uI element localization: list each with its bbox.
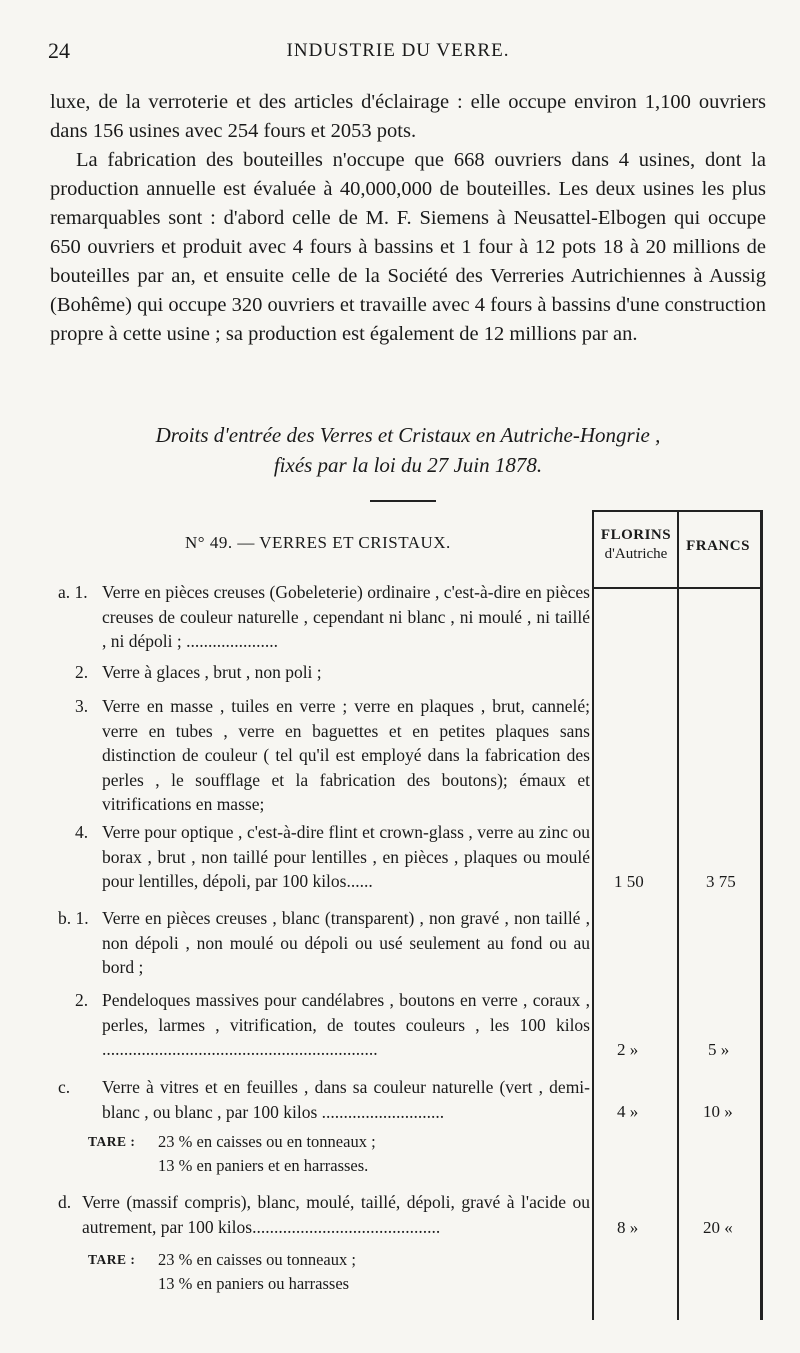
francs-value: 10 » xyxy=(703,1102,733,1121)
entry-label: 4. xyxy=(75,822,89,842)
tare-line: 23 % en caisses ou tonneaux ; xyxy=(158,1250,356,1269)
tare-note xyxy=(88,1248,588,1296)
page-header xyxy=(48,38,748,64)
table-right-rule xyxy=(760,510,763,1320)
entry-label: c. xyxy=(58,1077,71,1097)
tariff-entry xyxy=(58,906,590,980)
entry-label: 3. xyxy=(75,696,89,716)
col-header-francs: FRANCS xyxy=(686,538,750,554)
entry-text: Verre en pièces creuses (Gobeleterie) ordinaire , c'est-à-dire en pièces creuses de couleur naturelle , cependant ni blanc , ni moulé , ni taillé , ni dépoli ; ..................... xyxy=(102,582,590,651)
tariff-entry xyxy=(75,820,590,894)
entry-label: d. xyxy=(58,1192,72,1212)
francs-value: 3 75 xyxy=(706,872,736,891)
florins-value: 4 » xyxy=(617,1102,639,1121)
tare-line: 13 % en paniers ou harrasses xyxy=(158,1274,350,1293)
entry-label: a. 1. xyxy=(58,582,88,602)
running-title: INDUSTRIE DU VERRE. xyxy=(286,40,510,61)
intro-paragraph-1: luxe, de la verroterie et des articles d'éclairage : elle occupe environ 1,100 ouvriers dans 156 usines avec 254 fours et 2053 pots. xyxy=(50,91,766,142)
entry-label: b. 1. xyxy=(58,908,89,928)
tariff-entry xyxy=(58,580,590,654)
entry-text: Verre en masse , tuiles en verre ; verre en plaques , brut, cannelé; verre en tubes , verre en baguettes et en petites plaques sans distinction de couleur ( tel qu'il est employé dans la fabrication des perles , le soufflage et la fabrication des boutons); émaux et vitrifications en masse; xyxy=(102,696,590,814)
tare-line: 23 % en caisses ou en tonneaux ; xyxy=(158,1132,376,1151)
tariff-entry xyxy=(58,1190,590,1239)
table-title-line-1: Droits d'entrée des Verres et Cristaux en Autriche-Hongrie , xyxy=(155,423,661,447)
tare-label: TARE : xyxy=(88,1134,136,1149)
title-rule xyxy=(370,500,436,502)
tare-note xyxy=(88,1130,588,1178)
table-mid-rule xyxy=(677,510,679,1320)
florins-value: 8 » xyxy=(617,1218,639,1237)
intro-paragraph-2: La fabrication des bouteilles n'occupe que 668 ouvriers dans 4 usines, dont la production annuelle est évaluée à 40,000,000 de bouteilles. Les deux usines les plus remarquables sont : d'abord celle de M. F. Siemens à Neusattel-Elbogen qui occupe 650 ouvriers et produit avec 4 fours à bassins et 1 four à 12 pots 18 à 20 millions de bouteilles par an, et ensuite celle de la Société des Verreries Autrichiennes à Aussig (Bohême) qui occupe 320 ouvriers et travaille avec 4 fours à bassins d'une construction propre à cette usine ; sa production est également de 12 millions par an. xyxy=(50,149,766,345)
table-title-line-2: fixés par la loi du 27 Juin 1878. xyxy=(273,453,543,477)
table-left-rule xyxy=(592,510,594,1320)
entry-text: Verre pour optique , c'est-à-dire flint et crown-glass , verre au zinc ou borax , brut , non taillé pour lentilles , en pièces , plaques ou moulé pour lentilles, dépoli, par 100 kilos...... xyxy=(102,822,590,891)
tariff-entry xyxy=(58,1075,590,1124)
entry-text: Verre (massif compris), blanc, moulé, taillé, dépoli, gravé à l'acide ou autrement, par 100 kilos........................................... xyxy=(82,1192,590,1237)
florins-value: 1 50 xyxy=(614,872,644,891)
francs-value: 5 » xyxy=(708,1040,730,1059)
entry-text: Verre à vitres et en feuilles , dans sa couleur naturelle (vert , demi-blanc , ou blanc , par 100 kilos ............................ xyxy=(102,1077,590,1122)
francs-value: 20 « xyxy=(703,1218,733,1237)
intro-text xyxy=(50,88,766,349)
entry-label: 2. xyxy=(75,990,89,1010)
col-header-florins xyxy=(596,526,676,564)
entry-text: Pendeloques massives pour candélabres , boutons en verre , coraux , perles, larmes , vitrification, de toutes couleurs , les 100 kilos ............................................................... xyxy=(102,990,590,1059)
tare-label: TARE : xyxy=(88,1252,136,1267)
florins-value: 2 » xyxy=(617,1040,639,1059)
tare-line: 13 % en paniers et en harrasses. xyxy=(158,1156,369,1175)
entry-text: Verre en pièces creuses , blanc (transparent) , non gravé , non taillé , non dépoli , non moulé ou dépoli ou usé seulement au fond ou au bord ; xyxy=(102,908,590,977)
tariff-entry xyxy=(75,660,590,685)
tariff-entry xyxy=(75,988,590,1062)
col-florins-line1: FLORINS xyxy=(600,527,672,543)
page-number: 24 xyxy=(48,38,70,63)
col-florins-line2: d'Autriche xyxy=(604,546,668,562)
tariff-entry xyxy=(75,694,590,817)
section-heading: N° 49. — VERRES ET CRISTAUX. xyxy=(185,533,451,552)
entry-text: Verre à glaces , brut , non poli ; xyxy=(102,662,322,682)
entry-label: 2. xyxy=(75,662,89,682)
